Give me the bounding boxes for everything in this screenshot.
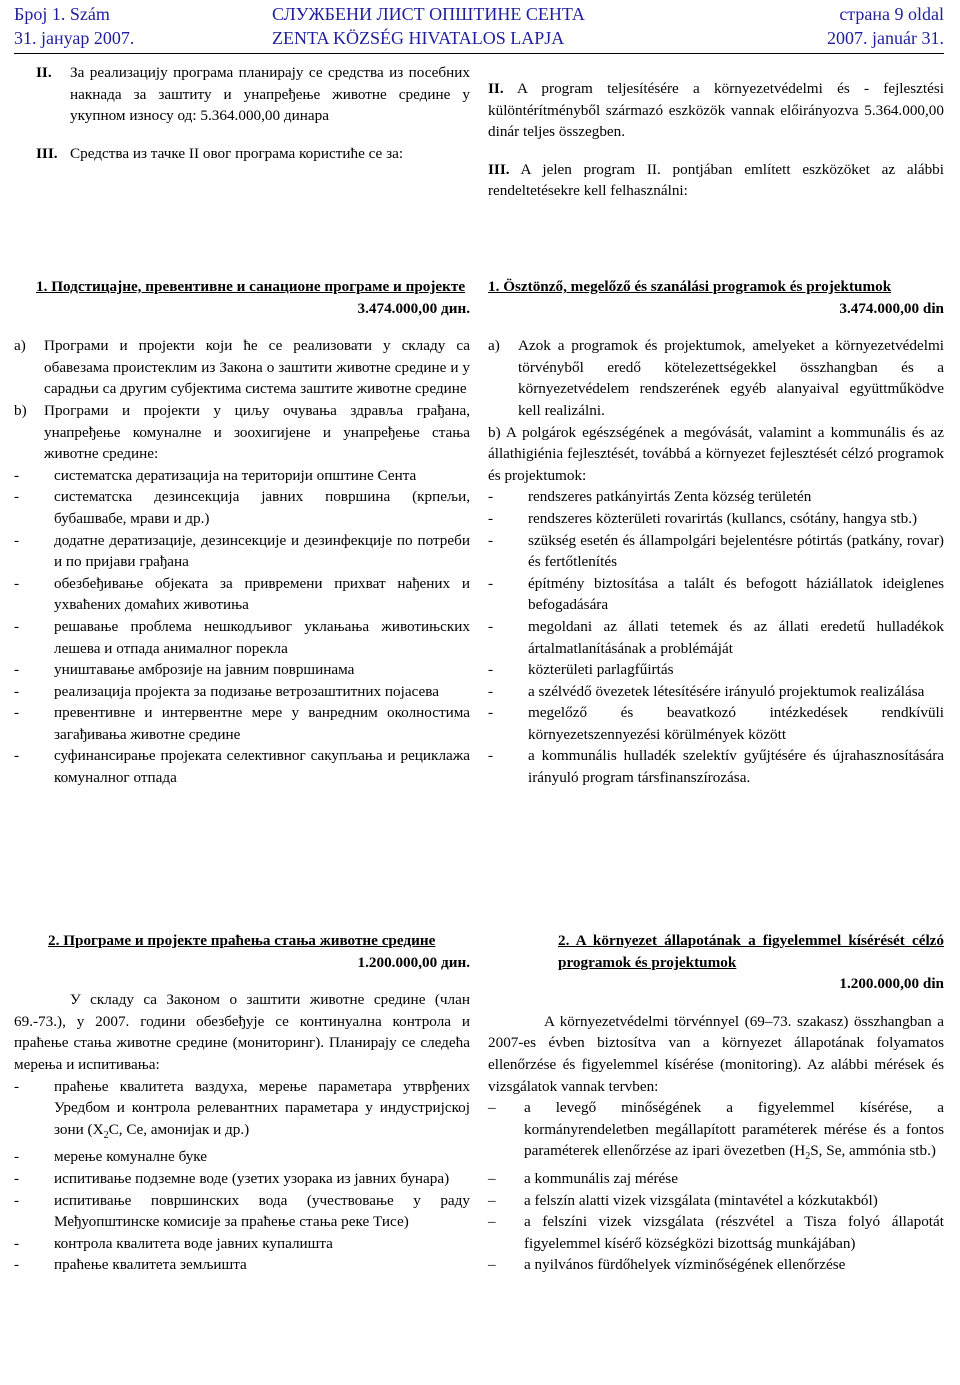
left-dash-list xyxy=(14,465,470,789)
list-item: - мерење комуналне буке xyxy=(14,1148,208,1166)
right-item-b: b) A polgárok egészségének a megóvását, valamint a kommunális és az állathigiénia fejlesztését, továbbá a környezet fejlesztését célzó programok és projektumok: xyxy=(488,423,944,484)
list-item: - megelőző és beavatkozó intézkedések rendkívüli környezetszennyezési körülmények között xyxy=(488,704,944,743)
right-roman-ii: II. A program teljesítésére a környezetvédelmi és - fejlesztési különtérítményből származó eszközök vannak előirányozva 5.364.000,00 dinár teljes összegben. xyxy=(488,80,944,141)
list-item: - уништавање амброзије на јавним површинама xyxy=(14,661,355,679)
right-section-2 xyxy=(488,930,944,1276)
list-item: - közterületi parlagfűirtás xyxy=(488,661,674,679)
list-item: - испитивање површинских вода (учествовање у раду Међуопштинске комисије за праћење стања реке Тисе) xyxy=(14,1191,470,1231)
right-s2-amount: 1.200.000,00 din xyxy=(839,975,944,993)
right-item-a: a) Azok a programok és projektumok, amelyeket a környezetvédelmi törvényből eredő kötelezettségekkel összhangban és a környezetvédelem rendszerének egyéb alanyaival együttműködve kell realizálni. xyxy=(488,337,944,419)
list-item: – a nyilvános fürdőhelyek vízminőségének ellenőrzése xyxy=(488,1256,846,1274)
list-item: - обезбеђивање објеката за привремени прихват нађених и ухваћених домаћих животиња xyxy=(14,574,470,614)
left-s1-amount: 3.474.000,00 дин. xyxy=(357,299,470,317)
issue-date-serbian: 31. јануар 2007. xyxy=(14,28,135,48)
gazette-title-hungarian: ZENTA KÖZSÉG HIVATALOS LAPJA xyxy=(272,28,565,48)
list-item: - додатне дератизације, дезинсекције и дезинфекције по потреби и по пријави грађана xyxy=(14,531,470,571)
left-s1-title: 1. Подстицајне, превентивне и санационе програме и пројекте xyxy=(36,278,466,295)
left-roman-ii: II. За реализацију програма планирају се средства из посебних накнада за заштиту и унапређење животне средине у укупном износу од: 5.364.000,00 динара xyxy=(36,64,470,125)
right-s2-title: 2. A környezet állapotának a figyelemmel kísérését célzó programok és projektumok xyxy=(558,932,944,971)
list-item: - испитивање подземне воде (узетих узорака из јавних бунара) xyxy=(14,1169,450,1187)
left-item-b: b) Програми и пројекти у циљу очувања здравља грађана, унапређење комуналне и зоохигијене и унапређење стања животне средине: xyxy=(14,401,470,463)
list-item: - систематска дезинсекција јавних површина (крпељи, бубашвабе, мрави и др.) xyxy=(14,488,470,527)
list-item: – a levegő minőségének a figyelemmel kísérése, a kormányrendeletben megállapított paraméterek mérése és a fontos paraméterek ellenőrzése az ipari övezetben ($H_2S$, Se, ammónia stb.) xyxy=(488,1099,944,1163)
issue-number: Број 1. Szám xyxy=(14,4,110,24)
left-section-2 xyxy=(14,930,470,1276)
list-item: - építmény biztosítása a talált és befogott háziállatok ideiglenes befogadására xyxy=(488,574,944,614)
list-item: - праћење квалитета земљишта xyxy=(14,1256,247,1274)
right-dash-list xyxy=(488,486,944,788)
left-roman-iii: III. Средства из тачке II овог програма користиће се за: xyxy=(36,144,404,162)
list-item: - превентивне и интервентне мере у ванредним околностима загађивања животне средине xyxy=(14,704,470,743)
right-s2-paragraph: A környezetvédelmi törvénnyel (69–73. szakasz) összhangban a 2007-es évben biztosítva van a környezet állapotának folyamatos ellenőrzése és figyelemmel kísérése (monitoring). Az alábbi mérések és vizsgálatok vannak tervben: xyxy=(488,1012,944,1095)
right-s1-amount: 3.474.000,00 din xyxy=(839,299,944,317)
issue-date-hungarian: 2007. január 31. xyxy=(827,28,944,48)
list-item: - систематска дератизација на територији општине Сента xyxy=(14,466,417,484)
list-item: - rendszeres patkányirtás Zenta község területén xyxy=(488,488,812,506)
gazette-title-serbian: СЛУЖБЕНИ ЛИСТ ОПШТИНЕ СЕНТА xyxy=(272,4,585,24)
list-item: - контрола квалитета воде јавних купалишта xyxy=(14,1234,333,1252)
left-intro xyxy=(14,62,470,164)
list-item: - решавање проблема нешкодљивог уклањања животињских лешева и отпада анималног порекла xyxy=(14,617,470,657)
list-item: – a felszín alatti vizek vizsgálata (mintavétel a kózkutakból) xyxy=(488,1191,878,1209)
right-intro xyxy=(488,78,944,202)
list-item: - праћење квалитета ваздуха, мерење параметара утврђених Уредбом и контрола релевантних параметара у индустријској зони ($X_2C$, Ce, амонијак и др.) xyxy=(14,1077,470,1141)
page-number: страна 9 oldal xyxy=(839,4,944,24)
list-item: - a kommunális hulladék szelektív gyűjtésére és újrahasznosítására irányuló program társfinanszírozása. xyxy=(488,747,944,787)
right-section-1 xyxy=(488,276,944,789)
list-item: - суфинансирање пројеката селективног сакупљања и рециклажа комуналног отпада xyxy=(14,747,470,787)
list-item: - a szélvédő övezetek létesítésére irányuló projektumok realizálása xyxy=(488,682,925,700)
right-roman-iii: III. A jelen program II. pontjában említett eszközöket az alábbi rendeltetésekre kell felhasználni: xyxy=(488,160,944,200)
right-s1-title: 1. Ösztönző, megelőző és szanálási programok és projektumok xyxy=(488,278,892,295)
list-item: – a felszíni vizek vizsgálata (részvétel a Tisza folyó állapotát figyelemmel kísérő községközi bizottság munkájában) xyxy=(488,1213,944,1252)
left-section-1 xyxy=(14,276,470,789)
list-item: - megoldani az állati tetemek és az állati eredetű hulladékok ártalmatlanításának a problémáját xyxy=(488,617,944,657)
left-s2-paragraph: У складу са Законом о заштити животне средине (члан 69.-73.), у 2007. години обезбеђује се континуална контрола и праћење стања животне средине (мониторинг). Планирају се следећа мерења и испитивања: xyxy=(14,991,470,1073)
list-item: - rendszeres közterületi rovarirtás (kullancs, csótány, hangya stb.) xyxy=(488,509,918,527)
list-item: – a kommunális zaj mérése xyxy=(488,1169,678,1187)
left-item-a: a) Програми и пројекти који ће се реализовати у складу са обавезама проистеклим из Закона о заштити животне средине и у сарадњи са другим субјектима система заштите животне средине xyxy=(14,337,470,398)
left-s2-title: 2. Програме и пројекте праћења стања животне средине xyxy=(48,932,436,949)
list-item: - szükség esetén és állampolgári bejelentésre pótirtás (patkány, rovar) és fertőtlenítés xyxy=(488,531,944,571)
left-s2-amount: 1.200.000,00 дин. xyxy=(357,953,470,971)
list-item: - реализација пројекта за подизање ветрозаштитних појасева xyxy=(14,682,439,700)
header-divider xyxy=(14,53,944,54)
